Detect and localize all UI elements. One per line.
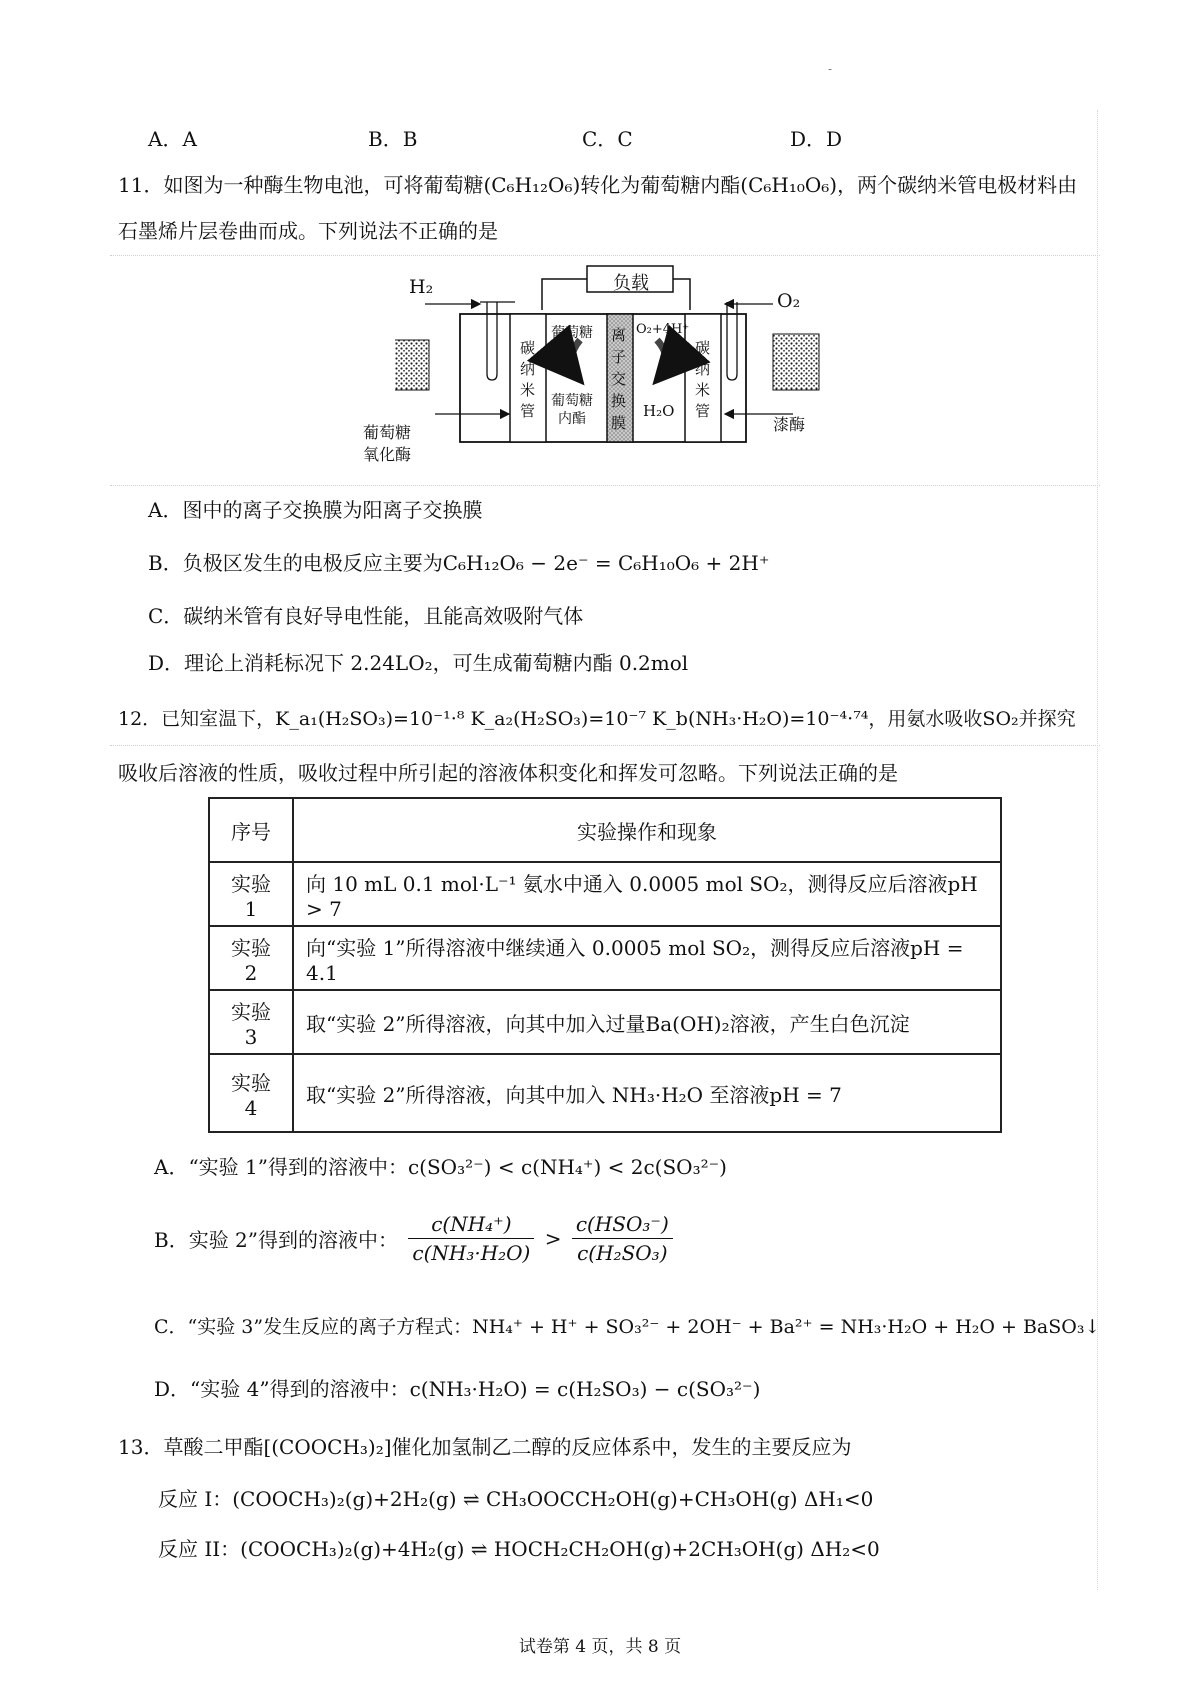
table-row: 实验 2 向“实验 1”所得溶液中继续通入 0.0005 mol SO₂，测得反应后溶液pH = 4.1 xyxy=(209,926,1001,990)
header-seq: 序号 xyxy=(209,798,293,862)
q10-option-a[interactable]: A．A xyxy=(148,127,197,151)
page-footer: 试卷第 4 页，共 8 页 xyxy=(518,1637,682,1657)
enzyme-battery-diagram xyxy=(363,262,835,478)
q12-option-d[interactable]: D．“实验 4”得到的溶液中：c(NH₃·H₂O) = c(H₂SO₃) − c(SO₃²⁻) xyxy=(154,1377,761,1401)
header-operation: 实验操作和现象 xyxy=(293,798,1001,862)
q11-option-b[interactable]: B．负极区发生的电极反应主要为C₆H₁₂O₆ − 2e⁻ = C₆H₁₀O₆ + 2H⁺ xyxy=(148,551,770,575)
q12-stem-line2: 吸收后溶液的性质，吸收过程中所引起的溶液体积变化和挥发可忽略。下列说法正确的是 xyxy=(118,761,898,785)
q12-stem-line1: 12．已知室温下，K_a₁(H₂SO₃)=10⁻¹·⁸ K_a₂(H₂SO₃)=10⁻⁷ K_b(NH₃·H₂O)=10⁻⁴·⁷⁴，用氨水吸收SO₂并探究 xyxy=(118,708,1076,730)
q10-option-b[interactable]: B．B xyxy=(368,127,418,151)
q10-option-c[interactable]: C．C xyxy=(582,127,633,151)
right-tube-label: 碳 纳 米 管 xyxy=(695,339,711,420)
q12-option-c[interactable]: C．“实验 3”发生反应的离子方程式：NH₄⁺ + H⁺ + SO₃²⁻ + 2OH⁻ + Ba²⁺ = NH₃·H₂O + H₂O + BaSO₃↓ xyxy=(154,1316,1101,1338)
q11-option-d[interactable]: D．理论上消耗标况下 2.24LO₂，可生成葡萄糖内酯 0.2mol xyxy=(148,651,689,675)
h2-label: H₂ xyxy=(409,276,434,298)
h2o-label: H₂O xyxy=(643,402,675,420)
left-enzyme-image xyxy=(395,340,429,390)
right-enzyme-image xyxy=(773,334,819,390)
separator xyxy=(110,485,1100,486)
q13-reaction-2: 反应 II：(COOCH₃)₂(g)+4H₂(g) ⇌ HOCH₂CH₂OH(g)+2CH₃OH(g) ΔH₂<0 xyxy=(158,1537,880,1561)
table-row: 实验 3 取“实验 2”所得溶液，向其中加入过量Ba(OH)₂溶液，产生白色沉淀 xyxy=(209,990,1001,1054)
glucose-oxidase-label: 葡萄糖 氧化酶 xyxy=(363,423,412,464)
table-header-row xyxy=(209,798,1001,862)
q11-option-a[interactable]: A．图中的离子交换膜为阳离子交换膜 xyxy=(148,498,483,522)
left-tube-label: 碳 纳 米 管 xyxy=(520,339,536,420)
table-row: 实验 1 向 10 mL 0.1 mol·L⁻¹ 氨水中通入 0.0005 mol SO₂，测得反应后溶液pH > 7 xyxy=(209,862,1001,926)
margin-dotted-guide xyxy=(1097,110,1098,1590)
q12-option-b[interactable]: B．实验 2”得到的溶液中： $\frac{\text{c(NH₄⁺)}}{\text{c(NH₃·H₂O)}}$ > $\frac{\text{c(HSO₃⁻)}}{\text{c(H₂SO₃)}}$ xyxy=(154,1212,677,1265)
glucose-label: 葡萄糖 xyxy=(551,325,593,341)
q11-option-c[interactable]: C．碳纳米管有良好导电性能，且能高效吸附气体 xyxy=(148,604,584,628)
page-mark: - xyxy=(828,62,833,76)
q11-stem-line2: 石墨烯片层卷曲而成。下列说法不正确的是 xyxy=(118,219,498,243)
o2-label: O₂ xyxy=(777,290,801,312)
q13-stem: 13．草酸二甲酯[(COOCH₃)₂]催化加氢制乙二醇的反应体系中，发生的主要反应为 xyxy=(118,1435,852,1459)
q13-reaction-1: 反应 I：(COOCH₃)₂(g)+2H₂(g) ⇌ CH₃OOCCH₂OH(g)+CH₃OH(g) ΔH₁<0 xyxy=(158,1487,874,1511)
membrane-label: 离 子 交 换 膜 xyxy=(611,326,627,432)
separator xyxy=(110,745,1100,746)
experiment-table xyxy=(208,797,1002,1133)
laccase-label: 漆酶 xyxy=(773,415,806,434)
table-row: 实验 4 取“实验 2”所得溶液，向其中加入 NH₃·H₂O 至溶液pH = 7 xyxy=(209,1054,1001,1132)
fraction-nh4: $\frac{\text{c(NH₄⁺)}}{\text{c(NH₃·H₂O)}}$ xyxy=(408,1212,534,1265)
q10-option-d[interactable]: D．D xyxy=(790,127,843,151)
separator xyxy=(110,255,1100,256)
fraction-hso3: $\frac{\text{c(HSO₃⁻)}}{\text{c(H₂SO₃)}}$ xyxy=(572,1212,673,1265)
q12-option-a[interactable]: A．“实验 1”得到的溶液中：c(SO₃²⁻) < c(NH₄⁺) < 2c(SO₃²⁻) xyxy=(154,1155,727,1179)
q11-stem-line1: 11．如图为一种酶生物电池，可将葡萄糖(C₆H₁₂O₆)转化为葡萄糖内酯(C₆H₁₀O₆)，两个碳纳米管电极材料由 xyxy=(118,173,1078,197)
load-label: 负载 xyxy=(613,273,649,294)
lactone-label: 葡萄糖 内酯 xyxy=(551,393,593,427)
o2-h-label: O₂+4H⁺ xyxy=(636,322,690,337)
